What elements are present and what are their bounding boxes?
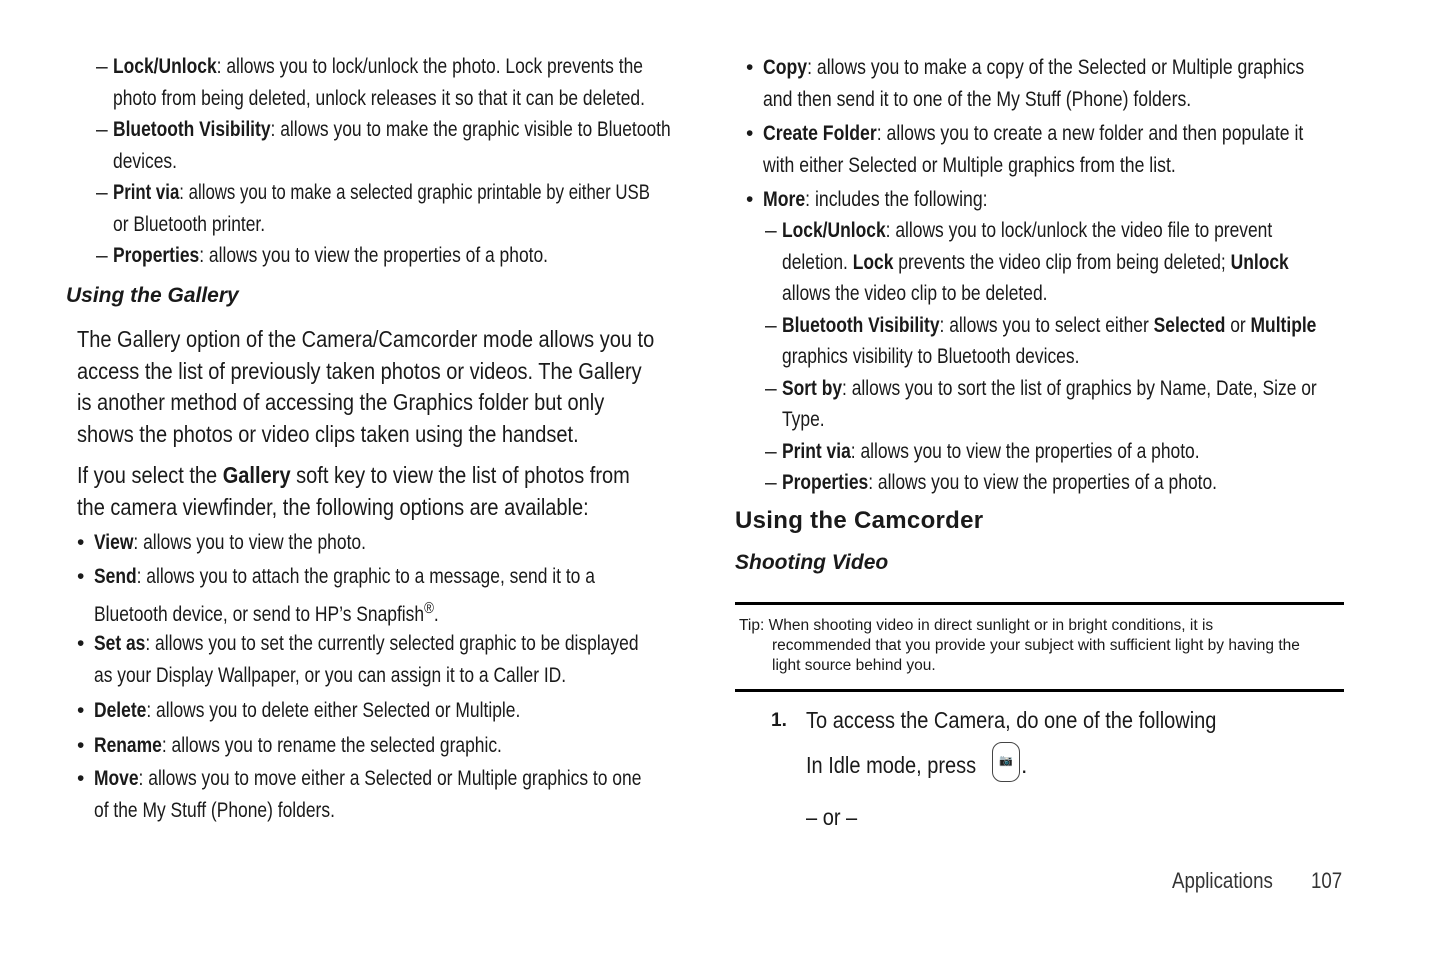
bullet-send	[77, 561, 595, 592]
text: : allows you to view the properties of a photo.	[868, 471, 1218, 494]
dash-mark	[765, 373, 777, 404]
term: Properties	[113, 244, 200, 267]
bullet-set-as	[77, 628, 639, 659]
dash-mark: –	[765, 377, 777, 400]
term: Lock	[852, 251, 894, 274]
text: : allows you to view the photo.	[133, 531, 366, 554]
bullet-view	[77, 527, 366, 558]
dash-mark	[765, 467, 777, 498]
text: allows the video clip to be deleted.	[782, 282, 1048, 305]
text: is another method of accessing the Graphics folder but only	[77, 389, 605, 415]
dash-item-bluetooth-line2	[113, 146, 190, 177]
term: Gallery	[222, 462, 291, 488]
term: Lock/Unlock	[782, 219, 886, 242]
term: Print via	[113, 181, 180, 204]
term: Multiple	[1250, 314, 1317, 337]
text: photo from being deleted, unlock releases it so that it can be deleted.	[113, 87, 645, 110]
text: Bluetooth device, or send to HP’s Snapfish	[94, 603, 425, 626]
bullet-delete	[77, 695, 521, 726]
camera-key-icon	[992, 742, 1020, 782]
text: deletion.	[782, 251, 853, 274]
text: : allows you to set the currently selected graphic to be displayed	[145, 632, 639, 655]
term: Send	[94, 565, 137, 588]
footer-section	[1172, 868, 1291, 894]
text: : allows you to lock/unlock the photo. Lock prevents the	[216, 55, 643, 78]
more-bluetooth	[782, 310, 1426, 341]
text: – or –	[806, 804, 858, 830]
camera-key-icon	[990, 742, 1022, 782]
term: Sort by	[782, 377, 843, 400]
text: or Bluetooth printer.	[113, 213, 266, 236]
more-lock	[782, 215, 1373, 246]
text: as your Display Wallpaper, or you can assign it to a Caller ID.	[94, 664, 567, 687]
more-lock-line3	[782, 278, 1102, 309]
bullet-more	[746, 184, 988, 215]
text: If you select the	[77, 462, 223, 488]
text: with either Selected or Multiple graphics from the list.	[763, 154, 1176, 177]
paragraph-line	[77, 387, 683, 418]
dash-item	[96, 51, 108, 82]
dash-item	[96, 240, 108, 271]
text: : includes the following:	[805, 188, 988, 211]
text: : allows you to delete either Selected or Multiple.	[146, 699, 521, 722]
term: Set as	[94, 632, 146, 655]
text: : allows you to rename the selected graphic.	[161, 734, 502, 757]
dash-item	[96, 177, 108, 208]
text: prevents the video clip from being deleted;	[893, 251, 1231, 274]
bullet-send-line2	[94, 593, 509, 630]
bullet-mark: •	[77, 734, 85, 757]
text: access the list of previously taken photos or videos. The Gallery	[77, 358, 642, 384]
text: shows the photos or video clips taken using the handset.	[77, 421, 579, 447]
text: The Gallery option of the Camera/Camcorder mode allows you to	[77, 326, 655, 352]
text: : allows you to create a new folder and then populate it	[876, 122, 1304, 145]
dash-mark: –	[765, 440, 777, 463]
term: Print via	[782, 440, 851, 463]
step-number: 1.	[771, 710, 787, 731]
text: : allows you to make a copy of the Selected or Multiple graphics	[807, 56, 1305, 79]
registered-mark: ®	[424, 600, 434, 617]
term: Rename	[94, 734, 162, 757]
dash-mark	[765, 310, 777, 341]
paragraph-line	[77, 419, 654, 450]
more-lock-line2	[782, 247, 1393, 278]
term: Copy	[763, 56, 808, 79]
dash-item	[96, 114, 108, 145]
more-properties	[782, 467, 1306, 498]
more-sort-line2	[782, 404, 833, 435]
dash-mark: –	[765, 314, 777, 337]
subheading-shooting-video: Shooting Video	[735, 551, 889, 574]
dash-mark: –	[96, 244, 108, 267]
text: : allows you to select either	[939, 314, 1154, 337]
bullet-mark: •	[77, 531, 85, 554]
dash-mark	[765, 215, 777, 246]
text: : allows you to attach the graphic to a message, send it to a	[136, 565, 595, 588]
dash-item-print-line2	[113, 209, 296, 240]
bullet-mark: •	[77, 632, 85, 655]
paragraph-line	[77, 460, 712, 491]
text: graphics visibility to Bluetooth devices.	[782, 345, 1080, 368]
dash-item-lock-line2	[113, 83, 754, 114]
term: Create Folder	[763, 122, 877, 145]
text: In Idle mode, press	[806, 752, 977, 778]
term: View	[94, 531, 134, 554]
text: the camera viewfinder, the following options are available:	[77, 494, 589, 520]
tip-box	[735, 602, 1344, 692]
bullet-copy-line2	[763, 84, 1273, 115]
dash-mark: –	[96, 118, 108, 141]
text: devices.	[113, 150, 177, 173]
text: : allows you to move either a Selected or Multiple graphics to one	[138, 767, 642, 790]
section-heading-gallery: Using the Gallery	[66, 284, 239, 307]
text: soft key to view the list of photos from	[290, 462, 630, 488]
text: : allows you to sort the list of graphics by Name, Date, Size or	[842, 377, 1317, 400]
term: Move	[94, 767, 139, 790]
dash-mark: –	[765, 471, 777, 494]
bullet-mark: •	[746, 122, 754, 145]
dash-mark: –	[96, 181, 108, 204]
text: of the My Stuff (Phone) folders.	[94, 799, 335, 822]
page-number	[1311, 868, 1348, 894]
dash-mark	[765, 436, 777, 467]
bullet-set-as-line2	[94, 660, 663, 691]
paragraph-line	[77, 492, 665, 523]
dash-mark: –	[765, 219, 777, 242]
bullet-mark: •	[746, 56, 754, 79]
bullet-move	[77, 763, 642, 794]
bullet-mark: •	[77, 565, 85, 588]
term: Lock/Unlock	[113, 55, 217, 78]
dash-item-print	[113, 177, 784, 208]
section-heading-camcorder: Using the Camcorder	[735, 507, 984, 534]
text: Applications	[1172, 868, 1273, 893]
bullet-mark: •	[746, 188, 754, 211]
text: : allows you to make the graphic visible to Bluetooth	[270, 118, 671, 141]
term: Properties	[782, 471, 869, 494]
bullet-mark: •	[77, 767, 85, 790]
text: .	[433, 603, 439, 626]
tip-line: recommended that you provide your subject with sufficient light by having the	[772, 637, 1300, 654]
more-bluetooth-line2	[782, 341, 1140, 372]
text: or	[1225, 314, 1251, 337]
bullet-move-line2	[94, 795, 384, 826]
tip-line: Tip: When shooting video in direct sunlight or in bright conditions, it is	[739, 617, 1214, 634]
step-idle-tail: .	[1021, 752, 1028, 778]
dash-item-properties	[113, 240, 637, 271]
bullet-create-folder	[746, 118, 1304, 149]
dash-item-bluetooth	[113, 114, 785, 145]
term: Bluetooth Visibility	[782, 314, 940, 337]
camera-icon: 📷	[999, 755, 1013, 767]
text: : allows you to make a selected graphic printable by either USB	[179, 181, 650, 204]
text: : allows you to view the properties of a photo.	[199, 244, 549, 267]
bullet-copy	[746, 52, 1305, 83]
bullet-create-folder-line2	[763, 150, 1254, 181]
term: Selected	[1153, 314, 1226, 337]
text: : allows you to view the properties of a photo.	[850, 440, 1200, 463]
paragraph-line	[77, 356, 726, 387]
step-or	[806, 802, 865, 833]
paragraph-line	[77, 324, 740, 355]
text: and then send it to one of the My Stuff (Phone) folders.	[763, 88, 1192, 111]
dash-item-lock	[113, 51, 752, 82]
term: Delete	[94, 699, 147, 722]
dash-mark: –	[96, 55, 108, 78]
term: Bluetooth Visibility	[113, 118, 271, 141]
more-print	[782, 436, 1285, 467]
bullet-rename	[77, 730, 502, 761]
text: : allows you to lock/unlock the video file to prevent	[885, 219, 1273, 242]
step-idle	[806, 750, 1002, 781]
more-sort	[782, 373, 1426, 404]
tip-line: light source behind you.	[772, 657, 936, 674]
step-text	[806, 705, 1278, 736]
term: Unlock	[1230, 251, 1289, 274]
text: 107	[1311, 868, 1343, 893]
term: More	[763, 188, 806, 211]
text: To access the Camera, do one of the following	[806, 707, 1217, 733]
text: Type.	[782, 408, 825, 431]
bullet-mark: •	[77, 699, 85, 722]
